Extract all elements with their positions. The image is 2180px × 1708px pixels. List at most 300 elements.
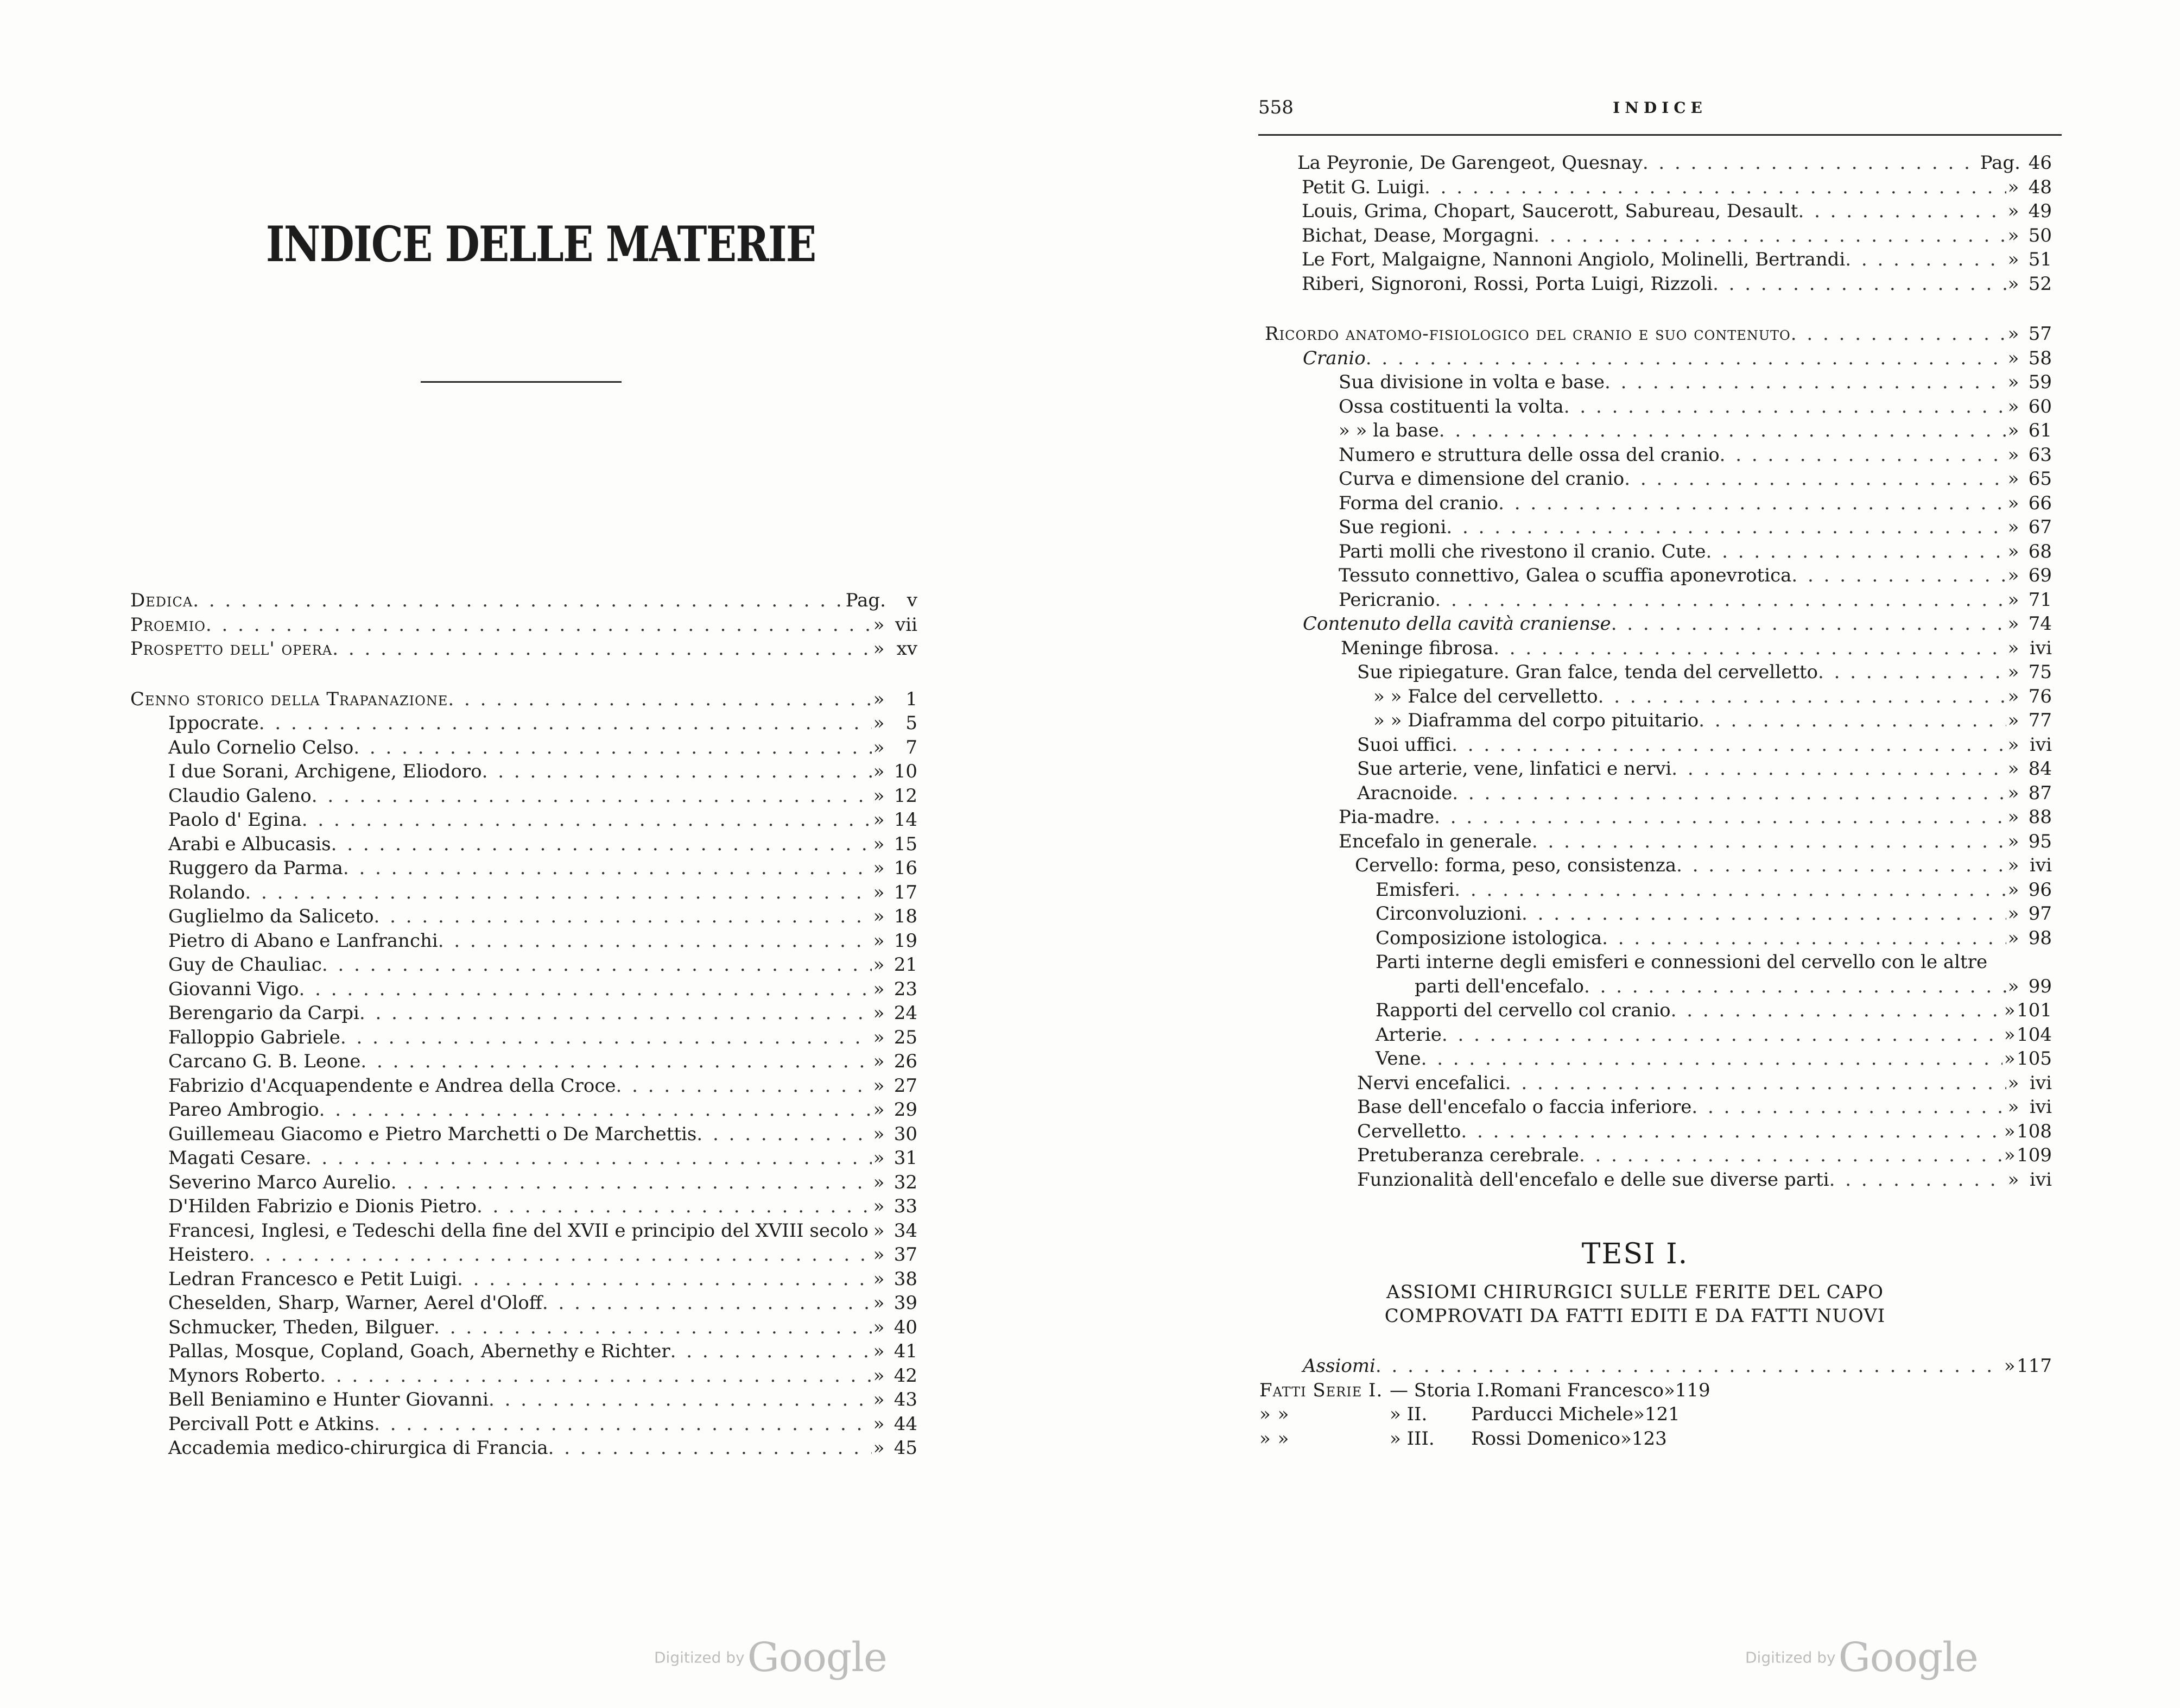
ditto-mark: » xyxy=(2004,1355,2016,1377)
ditto-mark: » xyxy=(873,785,885,807)
ditto-mark: » xyxy=(2007,782,2019,804)
ditto-mark: » xyxy=(2007,1168,2019,1191)
ditto-mark: » xyxy=(2007,565,2019,586)
leader-dots xyxy=(1676,853,2006,878)
ditto-mark: » xyxy=(2007,613,2019,635)
ditto-mark: » xyxy=(2007,444,2019,466)
leader-dots xyxy=(206,613,872,637)
ditto-mark: » xyxy=(873,1413,885,1435)
toc-entry xyxy=(1265,1168,2052,1192)
ditto-mark: » xyxy=(873,1026,885,1048)
page-ref: 50 xyxy=(2028,224,2052,246)
entry-title: Cenno storico della Trapanazione xyxy=(130,688,448,710)
toc-entry xyxy=(1265,443,2052,467)
page-ref: 44 xyxy=(893,1413,917,1435)
page-ref: 77 xyxy=(2028,710,2052,731)
entry-title: Pia-madre xyxy=(1339,806,1435,828)
leader-dots xyxy=(1522,902,2006,926)
page-ref: 45 xyxy=(893,1437,917,1459)
leader-dots xyxy=(1598,685,2006,709)
page-ref: 14 xyxy=(893,809,917,831)
toc-entry xyxy=(130,1219,917,1243)
leader-dots xyxy=(245,881,872,905)
entry-title: Proemio xyxy=(130,613,206,636)
page-ref: 97 xyxy=(2028,903,2052,925)
ditto-mark: » xyxy=(2007,637,2019,659)
page-ref: 98 xyxy=(2028,927,2052,949)
leader-dots xyxy=(332,637,872,661)
toc-entry xyxy=(1265,175,2052,200)
toc-entry xyxy=(130,977,917,1002)
toc-entry xyxy=(1265,588,2052,612)
toc-entry xyxy=(1265,733,2052,757)
leader-dots xyxy=(359,1001,872,1026)
leader-dots xyxy=(1424,175,2006,200)
ditto-mark: » xyxy=(2007,468,2019,490)
leader-dots xyxy=(1532,830,2006,854)
toc-entry xyxy=(130,808,917,832)
leader-dots xyxy=(1845,248,2006,272)
ditto-mark: » xyxy=(2007,323,2019,345)
entry-title: Ippocrate xyxy=(168,712,259,734)
page-ref: v xyxy=(907,590,917,611)
toc-entry xyxy=(1265,975,2052,999)
leader-dots xyxy=(1791,322,2006,346)
toc-entry xyxy=(1265,660,2052,685)
toc-entry xyxy=(130,929,917,953)
ditto-mark: » xyxy=(873,809,885,831)
leader-dots xyxy=(1602,926,2006,951)
page-ref: 38 xyxy=(893,1268,917,1290)
leader-dots xyxy=(1435,588,2006,612)
entry-title: Paolo d' Egina xyxy=(168,809,302,831)
entry-title: Cranio xyxy=(1303,347,1366,369)
toc-entry xyxy=(130,1267,917,1292)
page-ref: 43 xyxy=(893,1389,917,1410)
fatti-entry xyxy=(1259,1378,2052,1403)
page-prefix: Pag. xyxy=(845,590,886,611)
entry-title: Sua divisione in volta e base xyxy=(1339,371,1605,393)
ditto-mark: » xyxy=(873,881,885,903)
toc-entry xyxy=(130,1315,917,1340)
leader-dots xyxy=(302,808,872,832)
leader-dots xyxy=(343,856,872,881)
fatti-story: — Storia I. xyxy=(1390,1379,1490,1401)
toc-entry xyxy=(1265,998,2052,1023)
ditto-mark: » xyxy=(2007,1072,2019,1094)
page-ref: 16 xyxy=(893,857,917,879)
leader-dots xyxy=(489,1388,872,1412)
toc-entry xyxy=(130,736,917,760)
page-ref: ivi xyxy=(2030,1096,2052,1118)
tesi-title: TESI I. xyxy=(1581,1238,1689,1270)
fatti-story: » III. xyxy=(1390,1427,1435,1450)
page-ref: 17 xyxy=(893,881,917,903)
toc-entry xyxy=(1265,346,2052,371)
leader-dots xyxy=(434,1315,872,1340)
toc-entry xyxy=(130,1436,917,1460)
leader-dots xyxy=(259,711,872,736)
entry-title: Emisferi xyxy=(1376,878,1455,901)
page-ref: 34 xyxy=(893,1219,917,1242)
entry-title: La Peyronie, De Garengeot, Quesnay xyxy=(1297,152,1643,174)
page-ref: 108 xyxy=(2017,1120,2052,1142)
ditto-mark: » xyxy=(873,688,885,710)
entry-title: Giovanni Vigo xyxy=(168,978,299,1000)
fatti-series: » » xyxy=(1259,1403,1290,1425)
fatti-entry xyxy=(1259,1427,2052,1451)
leader-dots xyxy=(438,929,872,953)
entry-title: Guy de Chauliac xyxy=(168,954,322,976)
toc-entry xyxy=(130,832,917,857)
ditto-mark: » xyxy=(873,1244,885,1266)
toc-entry xyxy=(130,784,917,808)
watermark-right xyxy=(1745,1634,1978,1681)
toc-entry xyxy=(1265,248,2052,272)
page-ref: 75 xyxy=(2028,661,2052,683)
ditto-mark: » xyxy=(873,736,885,758)
watermark-prefix: Digitized by xyxy=(654,1648,745,1667)
page-ref: 121 xyxy=(1644,1403,1680,1425)
ditto-mark: » xyxy=(873,1074,885,1097)
ditto-mark: » xyxy=(873,833,885,855)
page-ref: 65 xyxy=(2028,468,2052,490)
entry-title: Ossa costituenti la volta xyxy=(1339,395,1564,417)
entry-title: Cervelletto xyxy=(1357,1120,1461,1142)
entry-title: Meninge fibrosa xyxy=(1341,637,1494,659)
leader-dots xyxy=(1498,491,2006,516)
toc-entry xyxy=(1265,926,2052,951)
running-head xyxy=(1258,97,2062,129)
ditto-mark: » xyxy=(873,1195,885,1217)
page-ref: 15 xyxy=(893,833,917,855)
ditto-mark: » xyxy=(2007,420,2019,441)
ditto-mark: » xyxy=(2007,176,2019,198)
ditto-mark: » xyxy=(873,712,885,734)
toc-entry xyxy=(1265,322,2052,346)
entry-title: Severino Marco Aurelio xyxy=(168,1171,391,1193)
toc-entry xyxy=(1265,419,2052,443)
page-ref: 32 xyxy=(893,1171,917,1193)
toc-entry xyxy=(130,1364,917,1388)
page-ref: ivi xyxy=(2030,1072,2052,1094)
page-ref: 41 xyxy=(893,1340,917,1362)
entry-title: Accademia medico-chirurgica di Francia xyxy=(168,1437,548,1459)
watermark-brand: Google xyxy=(1838,1634,1978,1681)
fatti-name: Parducci Michele xyxy=(1471,1403,1634,1425)
fatti-name: Romani Francesco xyxy=(1490,1379,1664,1401)
entry-title: » » Falce del cervelletto xyxy=(1373,685,1598,707)
entry-title: Nervi encefalici xyxy=(1357,1072,1505,1094)
entry-title: Prospetto dell' opera xyxy=(130,638,333,660)
entry-title: Schmucker, Theden, Bilguer xyxy=(168,1316,434,1338)
entry-title: Suoi uffici xyxy=(1357,733,1452,756)
toc-entry xyxy=(130,1194,917,1219)
fatti-name: Rossi Domenico xyxy=(1471,1427,1621,1450)
page-title: INDICE DELLE MATERIE xyxy=(266,216,816,273)
ditto-mark: » xyxy=(873,638,885,660)
leader-dots xyxy=(1533,224,2006,248)
entry-title: Parti interne degli emisferi e connessioni del cervello con le altre xyxy=(1376,951,1988,973)
page-ref: 88 xyxy=(2028,806,2052,828)
toc-entry xyxy=(130,760,917,784)
page-ref: 76 xyxy=(2028,685,2052,707)
entry-title: Arabi e Albucasis xyxy=(168,833,331,855)
leader-dots xyxy=(319,1098,872,1122)
page-ref: 18 xyxy=(893,906,917,927)
leader-dots xyxy=(1643,151,1977,175)
page-ref: 63 xyxy=(2028,444,2052,466)
ditto-mark: » xyxy=(1633,1403,1645,1425)
entry-title: Heistero xyxy=(168,1244,249,1266)
page-ref: 25 xyxy=(893,1026,917,1048)
leader-dots xyxy=(1579,1143,2002,1168)
page-ref: ivi xyxy=(2030,733,2052,756)
entry-title: Vene xyxy=(1376,1048,1421,1070)
ditto-mark: » xyxy=(2007,347,2019,369)
leader-dots xyxy=(193,589,842,613)
toc-left xyxy=(130,589,917,1460)
leader-dots xyxy=(477,1194,872,1219)
ditto-mark: » xyxy=(2007,492,2019,514)
ditto-mark: » xyxy=(873,1292,885,1314)
leader-dots xyxy=(1564,395,2006,419)
fatti-entry xyxy=(1259,1402,2052,1427)
entry-title: Guglielmo da Saliceto xyxy=(168,906,374,927)
page-ref: 33 xyxy=(893,1195,917,1217)
leader-dots xyxy=(1798,199,2006,224)
ditto-mark: » xyxy=(873,1437,885,1459)
fatti-series: » » xyxy=(1259,1427,1290,1450)
header-rule xyxy=(1258,134,2062,136)
ditto-mark: » xyxy=(2007,395,2019,417)
ditto-mark: » xyxy=(873,1316,885,1338)
fatti-series: Fatti Serie I. xyxy=(1259,1379,1383,1401)
toc-entry xyxy=(1265,515,2052,540)
ditto-mark: » xyxy=(2007,927,2019,949)
toc-entry xyxy=(130,1122,917,1147)
ditto-mark: » xyxy=(2007,806,2019,828)
toc-entry xyxy=(1265,878,2052,902)
page-ref: 42 xyxy=(893,1364,917,1387)
toc-entry xyxy=(1265,224,2052,248)
toc-entry xyxy=(130,1001,917,1026)
ditto-mark: » xyxy=(873,1389,885,1410)
leader-dots xyxy=(1611,612,2006,636)
entry-title: parti dell'encefalo xyxy=(1415,975,1584,997)
page-ref: 117 xyxy=(2017,1355,2052,1377)
toc-entry xyxy=(130,953,917,977)
ditto-mark: » xyxy=(2007,1096,2019,1118)
toc-entry xyxy=(130,1074,917,1098)
toc-entry xyxy=(1265,853,2052,878)
page-ref: 26 xyxy=(893,1051,917,1072)
entry-title: Arterie xyxy=(1376,1023,1442,1046)
ditto-mark: » xyxy=(2007,758,2019,780)
page-ref: ivi xyxy=(2030,855,2052,876)
toc-entry xyxy=(1265,805,2052,830)
page-ref: 119 xyxy=(1675,1379,1710,1401)
watermark-left xyxy=(654,1634,887,1681)
toc-entry xyxy=(1265,564,2052,588)
entry-title: Funzionalità dell'encefalo e delle sue diverse parti xyxy=(1357,1168,1829,1191)
leader-dots xyxy=(1671,998,2003,1023)
ditto-mark: » xyxy=(2007,200,2019,222)
toc-entry xyxy=(130,687,917,712)
toc-entry xyxy=(130,904,917,929)
ditto-mark: » xyxy=(873,954,885,976)
ditto-mark: » xyxy=(2004,1000,2016,1021)
page-ref: xv xyxy=(896,638,917,660)
leader-dots xyxy=(1421,1047,2003,1071)
entry-title: Pareo Ambrogio xyxy=(168,1099,319,1121)
entry-title: Fabrizio d'Acquapendente e Andrea della Croce xyxy=(168,1074,616,1097)
leader-dots xyxy=(1713,272,2006,296)
toc-entry xyxy=(130,637,917,661)
running-title: INDICE xyxy=(1613,99,1707,117)
entry-title: Curva e dimensione del cranio xyxy=(1339,468,1625,490)
ditto-mark: » xyxy=(873,1171,885,1193)
page-ref: 7 xyxy=(905,736,917,758)
leader-dots xyxy=(249,1243,872,1267)
page-ref: 87 xyxy=(2028,782,2052,804)
page-ref: 69 xyxy=(2028,565,2052,586)
page-prefix: Pag. xyxy=(1980,152,2020,174)
page-ref: 58 xyxy=(2028,347,2052,369)
ditto-mark: » xyxy=(2007,903,2019,925)
leader-dots xyxy=(1493,636,2006,661)
leader-dots xyxy=(616,1074,872,1098)
leader-dots xyxy=(1720,443,2006,467)
leader-dots xyxy=(299,977,872,1002)
leader-dots xyxy=(696,1122,872,1147)
page-ref: 109 xyxy=(2017,1144,2052,1166)
ditto-mark: » xyxy=(873,857,885,879)
ditto-mark: » xyxy=(2007,878,2019,901)
page-ref: 27 xyxy=(893,1074,917,1097)
entry-title: Sue regioni xyxy=(1339,516,1447,538)
leader-dots xyxy=(360,1049,872,1074)
ditto-mark: » xyxy=(2007,516,2019,538)
entry-title: Sue arterie, vene, linfatici e nervi xyxy=(1357,758,1672,780)
toc-entry xyxy=(130,1291,917,1315)
toc-entry xyxy=(130,1049,917,1074)
page-ref: 23 xyxy=(893,978,917,1000)
toc-entry xyxy=(130,1243,917,1267)
page-ref: 31 xyxy=(893,1147,917,1169)
ditto-mark: » xyxy=(873,1099,885,1121)
page-ref: 71 xyxy=(2028,589,2052,611)
page-ref: 52 xyxy=(2028,273,2052,295)
ditto-mark: » xyxy=(2004,1144,2016,1166)
page-ref: 84 xyxy=(2028,758,2052,780)
leader-dots xyxy=(1376,1354,2002,1378)
entry-title: Cervello: forma, peso, consistenza xyxy=(1355,855,1677,876)
entry-title: » » Diaframma del corpo pituitario xyxy=(1373,710,1699,731)
page-ref: 95 xyxy=(2028,830,2052,852)
leader-dots xyxy=(482,760,872,784)
entry-title: Encefalo in generale xyxy=(1339,830,1532,852)
leader-dots xyxy=(670,1339,872,1364)
leader-dots xyxy=(331,832,872,857)
entry-title: Petit G. Luigi xyxy=(1302,176,1425,198)
ditto-mark: » xyxy=(2004,1120,2016,1142)
page-ref: 105 xyxy=(2017,1048,2052,1070)
page-ref: 1 xyxy=(905,688,917,710)
toc-entry xyxy=(1265,612,2052,636)
toc-entry xyxy=(1265,540,2052,564)
leader-dots xyxy=(1505,1071,2006,1096)
leader-dots xyxy=(1671,757,2006,781)
watermark-prefix: Digitized by xyxy=(1745,1648,1836,1667)
toc-entry xyxy=(130,1388,917,1412)
ditto-mark: » xyxy=(2007,371,2019,393)
entry-title: Berengario da Carpi xyxy=(168,1002,359,1024)
page-ref: 46 xyxy=(2028,152,2052,174)
ditto-mark: » xyxy=(1663,1379,1675,1401)
toc-entry xyxy=(1265,902,2052,926)
entry-title: Aracnoide xyxy=(1357,782,1453,804)
leader-dots xyxy=(1818,660,2006,685)
page-ref: ivi xyxy=(2030,637,2052,659)
toc-entry xyxy=(130,881,917,905)
toc-entry xyxy=(1265,395,2052,419)
ditto-mark: » xyxy=(2007,830,2019,852)
entry-title: Circonvoluzioni xyxy=(1376,903,1522,925)
entry-title: Guillemeau Giacomo e Pietro Marchetti o De Marchettis xyxy=(168,1123,697,1145)
leader-dots xyxy=(1605,370,2006,395)
ditto-mark: » xyxy=(2007,589,2019,611)
toc-entry xyxy=(1265,1119,2052,1144)
entry-title: I due Sorani, Archigene, Eliodoro xyxy=(168,761,482,782)
entry-title: Tessuto connettivo, Galea o scuffia aponevrotica xyxy=(1339,565,1792,586)
ditto-mark: » xyxy=(2007,540,2019,562)
page-ref: 74 xyxy=(2028,613,2052,635)
page-ref: 49 xyxy=(2028,200,2052,222)
entry-title: D'Hilden Fabrizio e Dionis Pietro xyxy=(168,1195,477,1217)
ditto-mark: » xyxy=(873,1268,885,1290)
leader-dots xyxy=(391,1171,872,1195)
page-ref: 59 xyxy=(2028,371,2052,393)
leader-dots xyxy=(306,1146,872,1171)
entry-title: Pericranio xyxy=(1339,589,1435,611)
leader-dots xyxy=(1434,805,2006,830)
ditto-mark: » xyxy=(873,1002,885,1024)
page-ref: 37 xyxy=(893,1244,917,1266)
entry-title: Sue ripiegature. Gran falce, tenda del cervelletto xyxy=(1357,661,1818,683)
ditto-mark: » xyxy=(1620,1427,1632,1450)
ditto-mark: » xyxy=(2007,710,2019,731)
entry-title: Dedica xyxy=(130,590,193,611)
page-ref: 99 xyxy=(2028,975,2052,997)
page-ref: 101 xyxy=(2017,1000,2052,1021)
page-ref: ivi xyxy=(2030,1168,2052,1191)
entry-title: Claudio Galeno xyxy=(168,785,312,807)
tesi-subtitle-1: ASSIOMI CHIRURGICI SULLE FERITE DEL CAPO xyxy=(1386,1281,1884,1303)
fatti-story: » II. xyxy=(1390,1403,1428,1425)
page-ref: 40 xyxy=(893,1316,917,1338)
toc-entry xyxy=(1265,950,2052,975)
ditto-mark: » xyxy=(873,929,885,952)
leader-dots xyxy=(1452,733,2006,757)
leader-dots xyxy=(320,1364,872,1388)
leader-dots xyxy=(374,904,872,929)
entry-title: Base dell'encefalo o faccia inferiore xyxy=(1357,1096,1692,1118)
toc-entry xyxy=(130,711,917,736)
entry-title: Rolando xyxy=(168,881,245,903)
page-ref: 104 xyxy=(2017,1023,2052,1046)
entry-title: » » la base xyxy=(1339,420,1439,441)
